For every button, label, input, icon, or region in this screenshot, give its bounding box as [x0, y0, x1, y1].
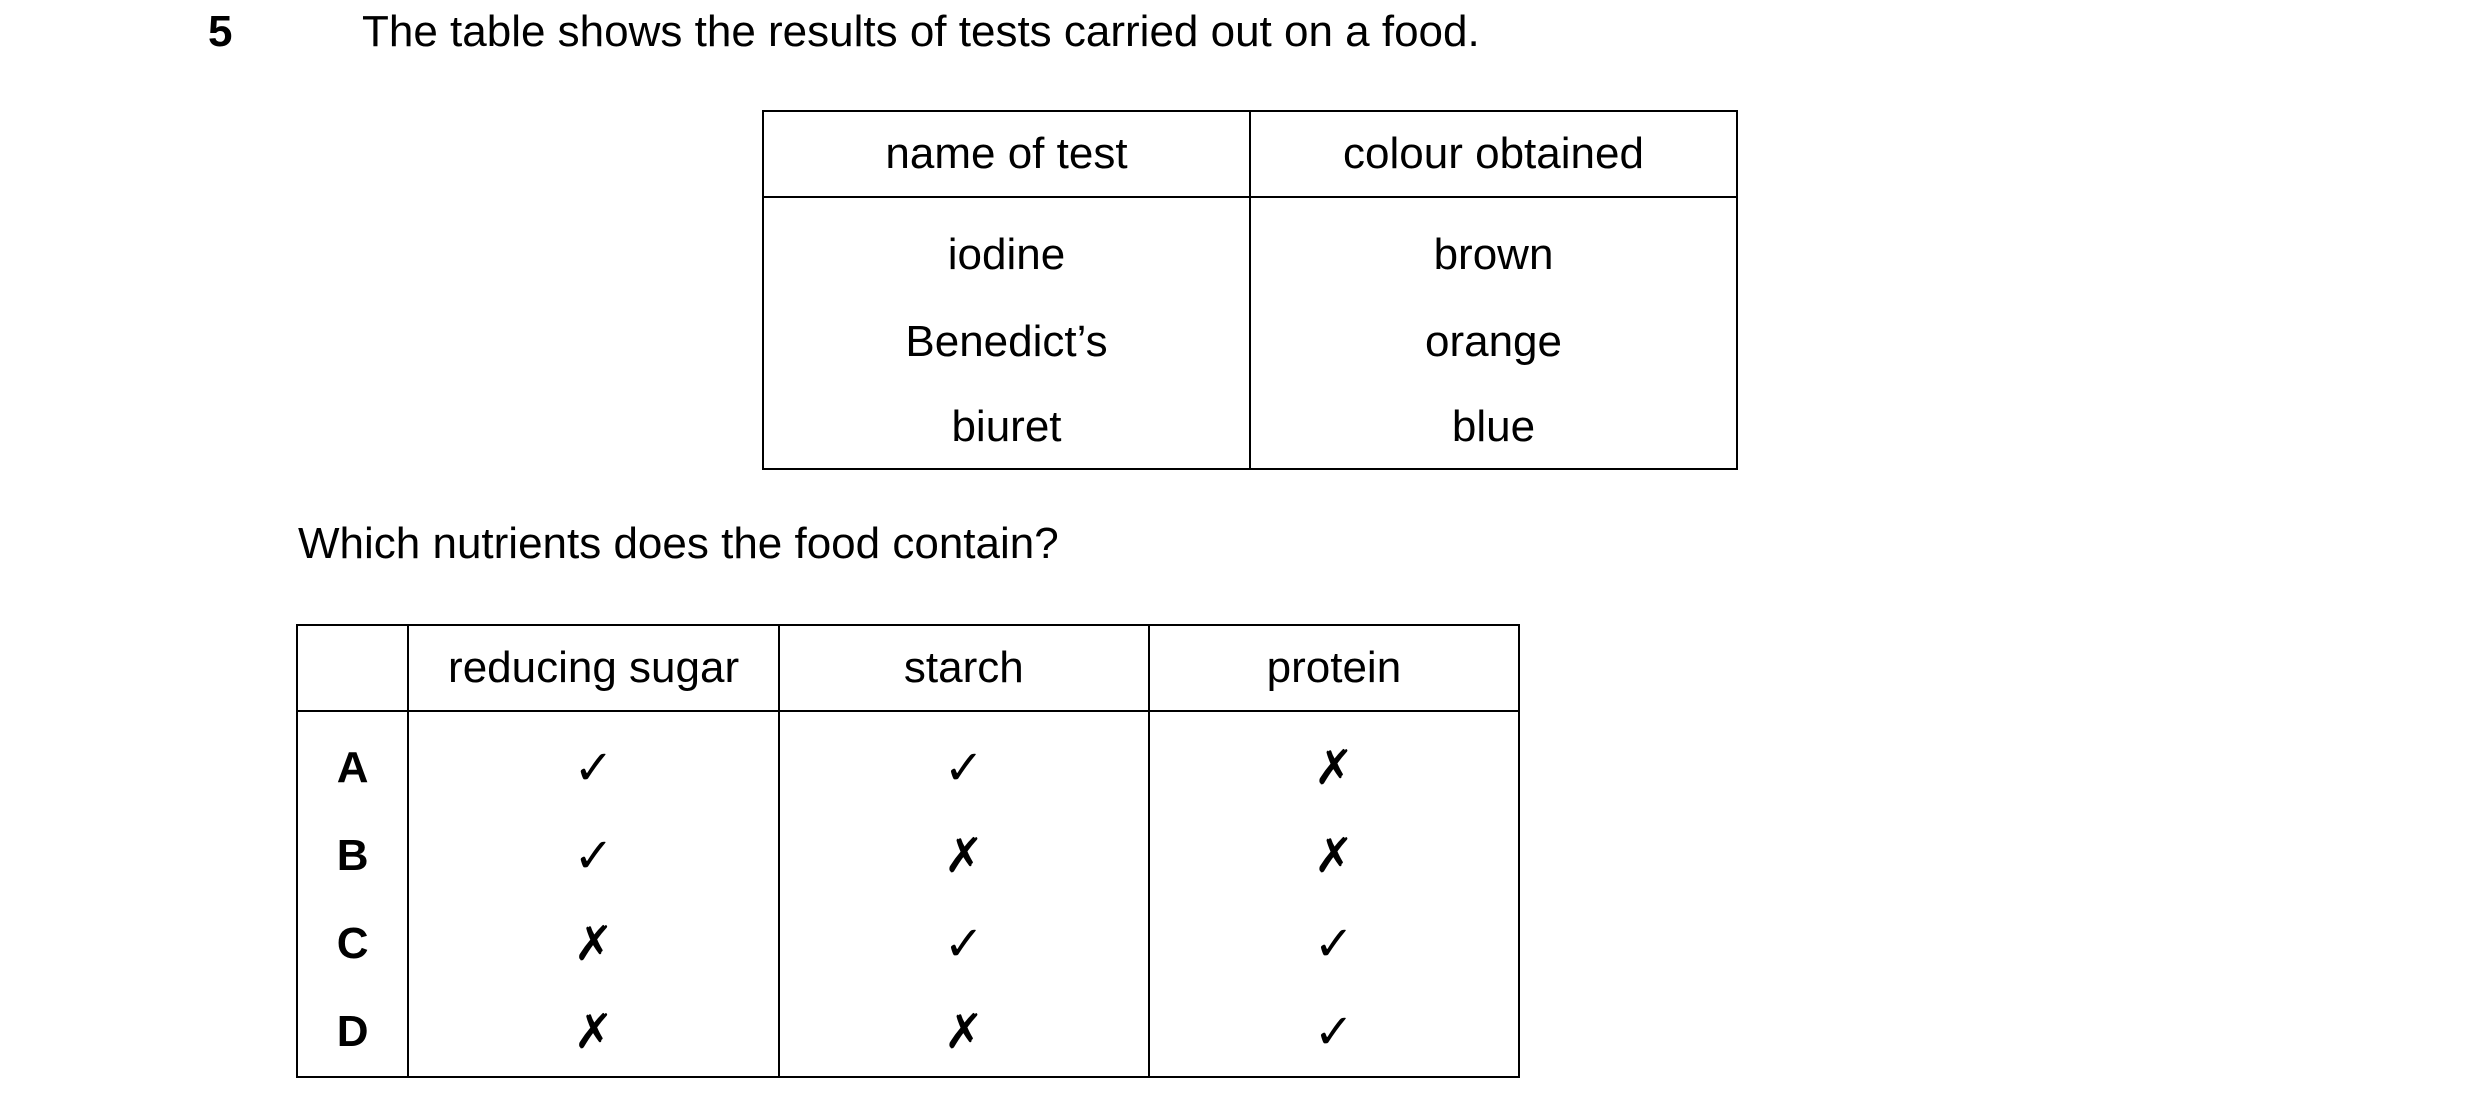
column-header-protein: protein: [1149, 625, 1519, 711]
option-key: B: [297, 812, 408, 900]
table-row: [763, 197, 1737, 298]
starch-mark: ✓: [779, 711, 1149, 812]
question-prompt: Which nutrients does the food contain?: [298, 519, 1059, 568]
protein-mark: ✗: [1149, 711, 1519, 812]
table-row: [763, 298, 1737, 386]
protein-mark: ✓: [1149, 900, 1519, 988]
column-header-colour-obtained: colour obtained: [1250, 111, 1737, 197]
option-row-b: [297, 812, 1519, 900]
corner-header-cell: [297, 625, 408, 711]
colour-cell: orange: [1250, 298, 1737, 386]
answer-options-table: [296, 624, 1520, 1078]
test-name-cell: Benedict’s: [763, 298, 1250, 386]
protein-mark: ✓: [1149, 988, 1519, 1077]
column-header-reducing-sugar: reducing sugar: [408, 625, 778, 711]
reducing-sugar-mark: ✓: [408, 812, 778, 900]
test-results-table: [762, 110, 1738, 470]
starch-mark: ✗: [779, 988, 1149, 1077]
option-key: D: [297, 988, 408, 1077]
reducing-sugar-mark: ✓: [408, 711, 778, 812]
test-name-cell: iodine: [763, 197, 1250, 298]
protein-mark: ✗: [1149, 812, 1519, 900]
colour-cell: blue: [1250, 386, 1737, 469]
column-header-starch: starch: [779, 625, 1149, 711]
table-header-row: [297, 625, 1519, 711]
starch-mark: ✓: [779, 900, 1149, 988]
table-row: [763, 386, 1737, 469]
test-name-cell: biuret: [763, 386, 1250, 469]
colour-cell: brown: [1250, 197, 1737, 298]
reducing-sugar-mark: ✗: [408, 988, 778, 1077]
option-row-c: [297, 900, 1519, 988]
table-header-row: [763, 111, 1737, 197]
column-header-name-of-test: name of test: [763, 111, 1250, 197]
reducing-sugar-mark: ✗: [408, 900, 778, 988]
question-stem: The table shows the results of tests carried out on a food.: [362, 7, 1480, 56]
starch-mark: ✗: [779, 812, 1149, 900]
option-row-d: [297, 988, 1519, 1077]
option-key: A: [297, 711, 408, 812]
option-key: C: [297, 900, 408, 988]
option-row-a: [297, 711, 1519, 812]
question-number: 5: [208, 7, 233, 56]
